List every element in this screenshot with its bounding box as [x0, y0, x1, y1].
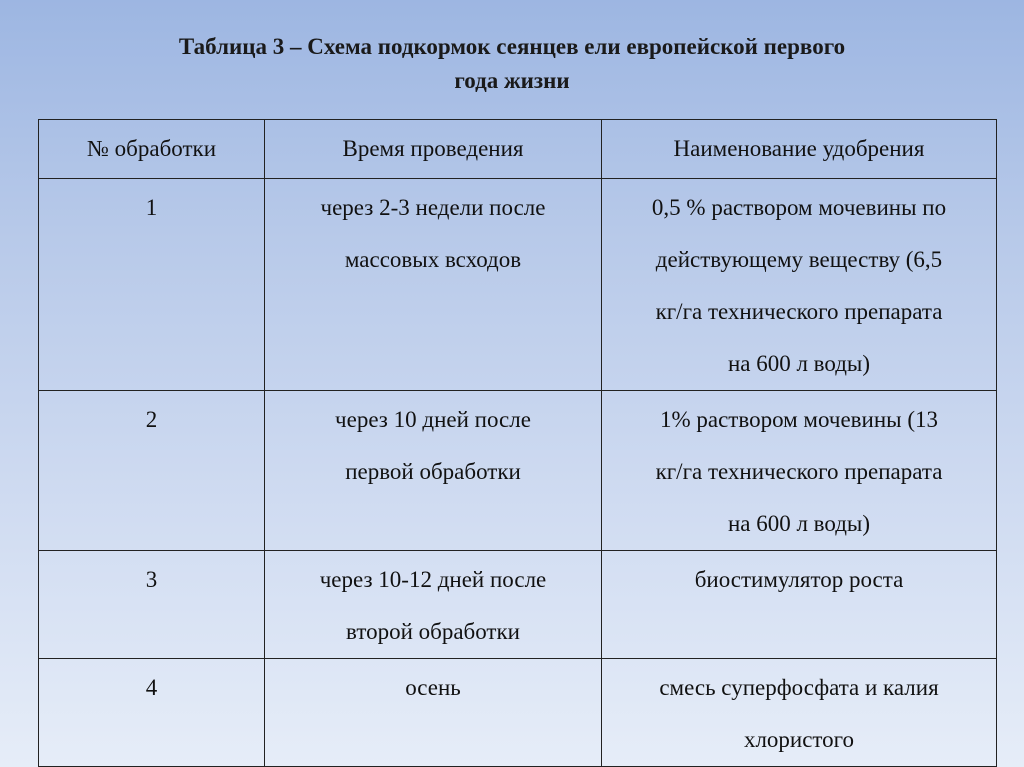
cell-number: 1	[39, 179, 265, 391]
header-time: Время проведения	[265, 120, 602, 179]
cell-fertilizer-line: на 600 л воды)	[727, 351, 871, 376]
cell-time-line: массовых всходов	[344, 247, 522, 272]
cell-fertilizer	[602, 659, 997, 767]
header-fertilizer: Наименование удобрения	[602, 120, 997, 179]
cell-fertilizer-line: смесь суперфосфата и калия	[659, 675, 939, 700]
cell-time-line: через 10-12 дней после	[319, 567, 547, 592]
title-line-2: года жизни	[454, 68, 570, 93]
slide-title	[80, 30, 944, 98]
cell-time	[265, 179, 602, 391]
table-row	[39, 179, 997, 391]
cell-fertilizer-line: кг/га технического препарата	[655, 299, 943, 324]
header-number: № обработки	[39, 120, 265, 179]
cell-fertilizer-line: хлористого	[743, 727, 855, 752]
cell-fertilizer-line: биостимулятор роста	[694, 567, 904, 592]
cell-time	[265, 551, 602, 659]
table-header-row	[39, 120, 997, 179]
cell-time-line: осень	[405, 675, 461, 700]
cell-fertilizer	[602, 391, 997, 551]
title-line-1: Таблица 3 – Схема подкормок сеянцев ели европейской первого	[178, 34, 846, 59]
table-row	[39, 659, 997, 767]
cell-time	[265, 391, 602, 551]
cell-number: 3	[39, 551, 265, 659]
cell-fertilizer-line: действующему веществу (6,5	[655, 247, 943, 272]
cell-fertilizer-line: на 600 л воды)	[727, 511, 871, 536]
cell-fertilizer	[602, 551, 997, 659]
cell-fertilizer	[602, 179, 997, 391]
cell-time-line: первой обработки	[345, 459, 521, 484]
cell-number: 2	[39, 391, 265, 551]
cell-fertilizer-line: 1% раствором мочевины (13	[659, 407, 939, 432]
feeding-schedule-table	[38, 119, 997, 767]
cell-fertilizer-line: кг/га технического препарата	[655, 459, 943, 484]
cell-number: 4	[39, 659, 265, 767]
cell-fertilizer-line: 0,5 % раствором мочевины по	[651, 195, 947, 220]
cell-time-line: через 10 дней после	[335, 407, 531, 432]
table-row	[39, 551, 997, 659]
cell-time-line: через 2-3 недели после	[320, 195, 546, 220]
cell-time	[265, 659, 602, 767]
cell-time-line: второй обработки	[346, 619, 520, 644]
table-row	[39, 391, 997, 551]
